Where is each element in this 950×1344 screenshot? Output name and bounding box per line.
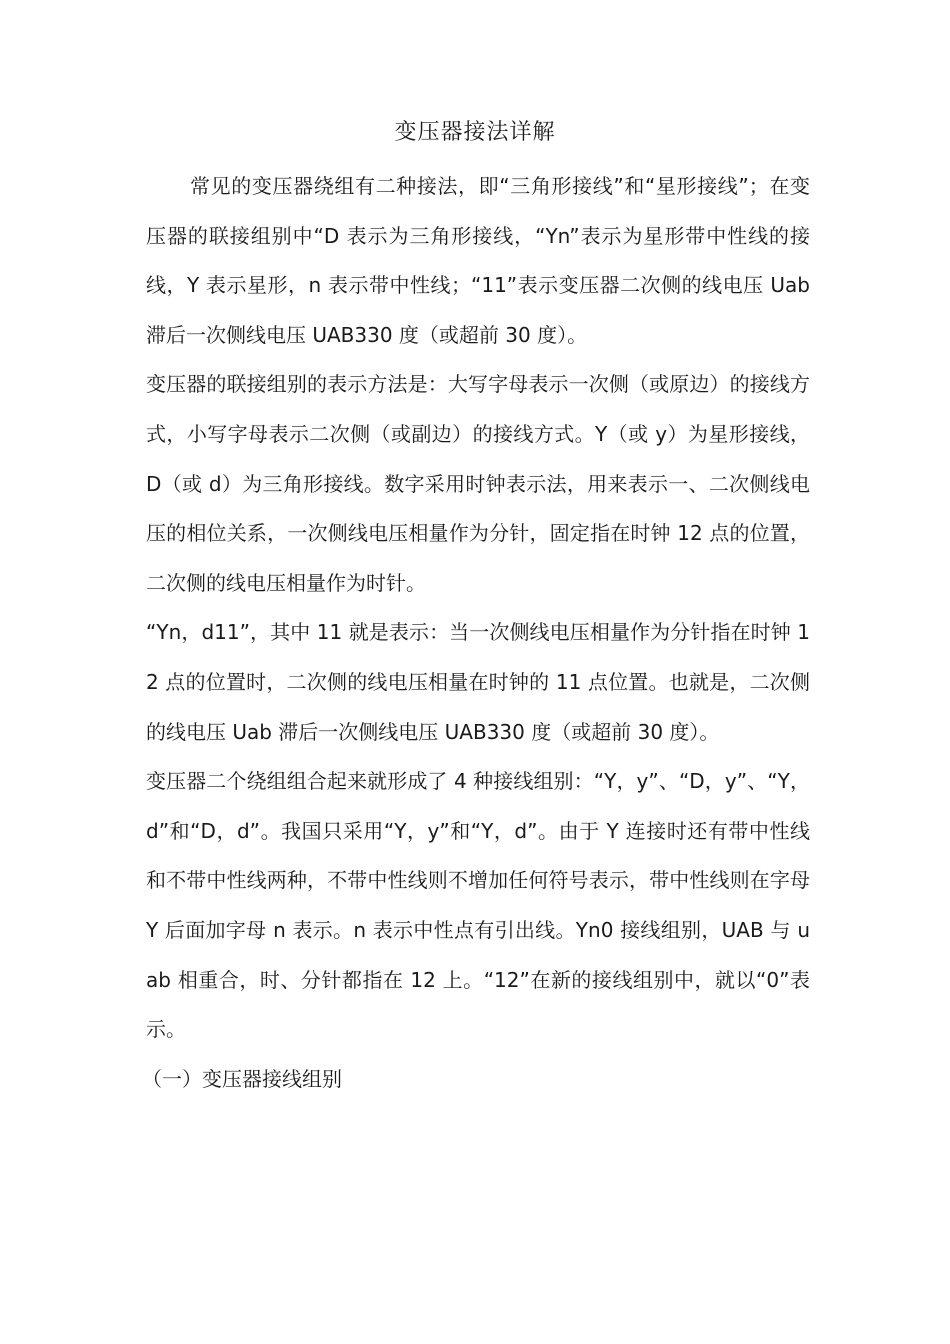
section-heading: （一）变压器接线组别 <box>142 1066 342 1091</box>
document-title: 变压器接法详解 <box>394 120 556 145</box>
paragraph-connection-groups: 变压器二个绕组组合起来就形成了 4 种接线组别：“Y，y”、“D，y”、“Y，d”和“D，d”。我国只采用“Y，y”和“Y，d”。由于 Y 连接时还有带中性线和不带中性线两种，不带中性线则不增加任何符号表示，带中性线则在字母 Y 后面加字母 n 表示。n 表示中性点有引出线。Yn0 接线组别，UAB 与 uab 相重合，时、分针都指在 12 上。“12”在新的接线组别中，就以“0”表示。 <box>146 769 810 1042</box>
paragraph-winding-types: 常见的变压器绕组有二种接法，即“三角形接线”和“星形接线”；在变压器的联接组别中“D 表示为三角形接线，“Yn”表示为星形带中性线的接线，Y 表示星形，n 表示带中性线；“11”表示变压器二次侧的线电压 Uab 滞后一次侧线电压 UAB330 度（或超前 30 度）。 <box>146 174 810 347</box>
document-body <box>142 162 810 1104</box>
paragraph-yn-d11: “Yn，d11”，其中 11 就是表示：当一次侧线电压相量作为分针指在时钟 12 点的位置时，二次侧的线电压相量在时钟的 11 点位置。也就是，二次侧的线电压 Uab 滞后一次侧线电压 UAB330 度（或超前 30 度）。 <box>146 620 810 744</box>
paragraph-notation-method: 变压器的联接组别的表示方法是：大写字母表示一次侧（或原边）的接线方式，小写字母表示二次侧（或副边）的接线方式。Y（或 y）为星形接线，D（或 d）为三角形接线。数字采用时钟表示法，用来表示一、二次侧线电压的相位关系，一次侧线电压相量作为分针，固定指在时钟 12 点的位置，二次侧的线电压相量作为时针。 <box>146 372 810 595</box>
